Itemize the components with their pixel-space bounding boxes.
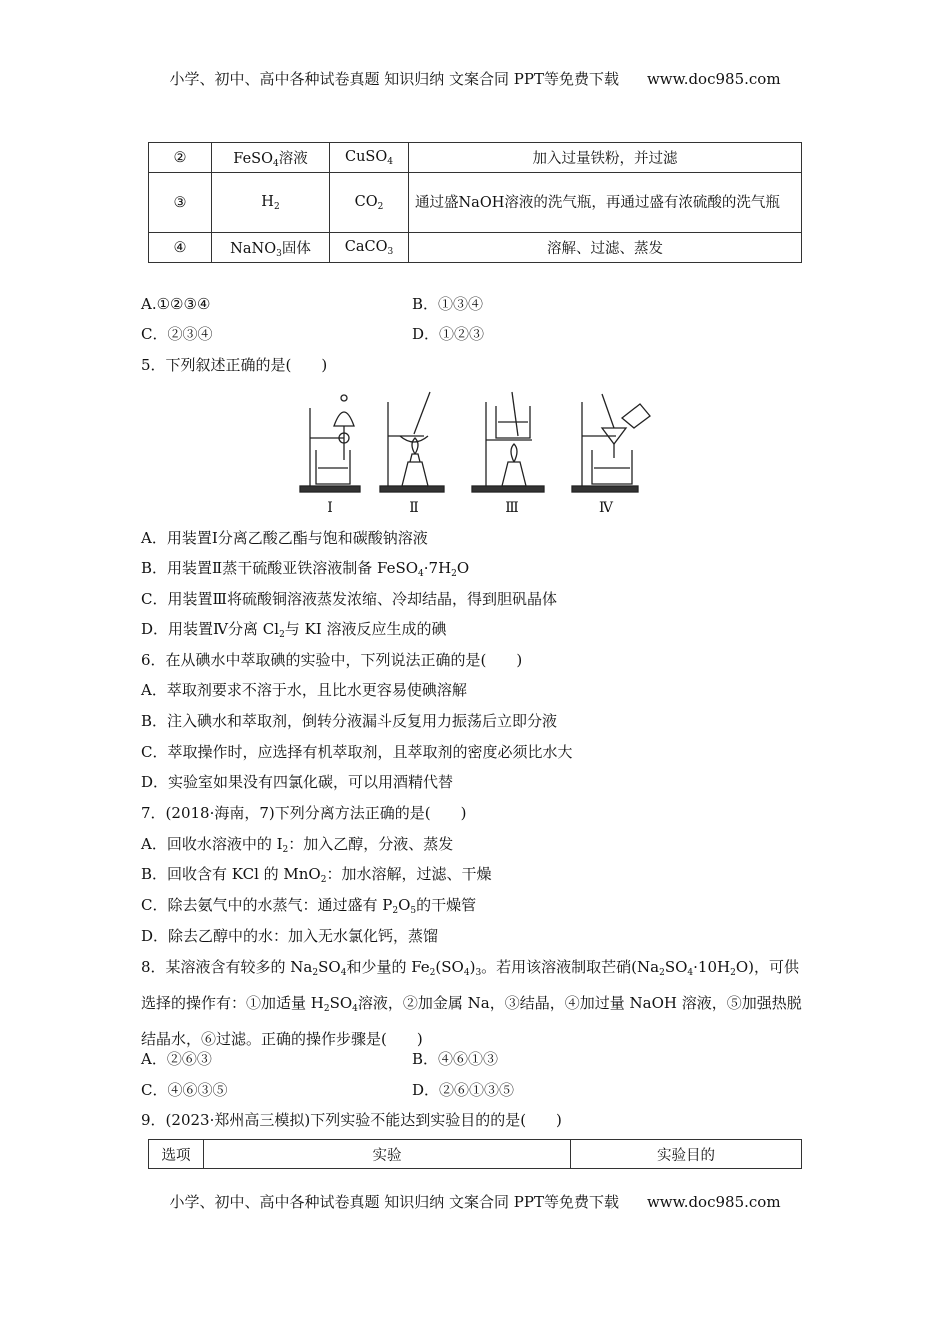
method-cell: 通过盛NaOH溶液的洗气瓶，再通过盛有浓硫酸的洗气瓶 xyxy=(409,173,802,233)
footer-site: www.doc985.com xyxy=(646,1193,781,1211)
mixture-cell: NaNO$_3$固体 xyxy=(212,233,330,263)
table-header-row xyxy=(149,1140,802,1169)
q7-stem: 7．(2018·海南，7)下列分离方法正确的是( ) xyxy=(141,804,467,822)
table-row xyxy=(149,143,802,173)
table-row xyxy=(149,173,802,233)
apparatus-1-separatory-funnel xyxy=(300,395,360,492)
q5-option-c: C．用装置Ⅲ将硫酸铜溶液蒸发浓缩、冷却结晶，得到胆矾晶体 xyxy=(141,590,557,608)
impurity-cell: $CO_2$ xyxy=(330,173,409,233)
q7-option-c: C．除去氨气中的水蒸气：通过盛有 $P_2O_5$的干燥管 xyxy=(141,896,477,916)
label-3: Ⅲ xyxy=(505,500,519,516)
impurity-cell: CaCO$_3$ xyxy=(330,233,409,263)
method-cell: 加入过量铁粉，并过滤 xyxy=(409,143,802,173)
q4-option-c: C．②③④ xyxy=(141,325,213,343)
q8-stem: 8．某溶液含有较多的 $Na_2SO_4$和少量的 $Fe_2(SO_4)_3$。若用该溶液制取芒硝$(Na_2SO_4\cdot 10H_2O)$，可供选择的操作有：①加适量 $H_2SO_4$溶液，②加金属 Na，③结晶，④加过量 NaOH 溶液，⑤加强热脱结晶水，⑥过滤。正确的操作步骤是( ) xyxy=(141,958,802,1048)
impurity-cell: CuSO$_4$ xyxy=(330,143,409,173)
label-2: Ⅱ xyxy=(409,500,419,516)
q6-option-a: A．萃取剂要求不溶于水，且比水更容易使碘溶解 xyxy=(141,681,467,699)
q7-option-d: D．除去乙醇中的水：加入无水氯化钙，蒸馏 xyxy=(141,927,439,945)
q8-option-d: D．②⑥①③⑤ xyxy=(412,1081,515,1099)
q8-option-c: C．④⑥③⑤ xyxy=(141,1081,228,1099)
q6-option-c: C．萃取操作时，应选择有机萃取剂，且萃取剂的密度必须比水大 xyxy=(141,743,573,761)
mixture-cell: $H_2$ xyxy=(212,173,330,233)
label-1: Ⅰ xyxy=(327,500,333,516)
q6-option-b: B．注入碘水和萃取剂，倒转分液漏斗反复用力振荡后立即分液 xyxy=(141,712,558,730)
col-header-purpose: 实验目的 xyxy=(571,1140,802,1169)
q9-stem: 9．(2023·郑州高三模拟)下列实验不能达到实验目的的是( ) xyxy=(141,1111,562,1129)
q7-option-a: A．回收水溶液中的 $I_2$：加入乙醇，分液、蒸发 xyxy=(141,835,454,855)
method-cell: 溶解、过滤、蒸发 xyxy=(409,233,802,263)
q5-option-b: B．用装置Ⅱ蒸干硫酸亚铁溶液制备 $FeSO_4\cdot 7H_2O$ xyxy=(141,559,470,579)
q5-option-a: A．用装置Ⅰ分离乙酸乙酯与饱和碳酸钠溶液 xyxy=(141,529,428,547)
header-text: 小学、初中、高中各种试卷真题 知识归纳 文案合同 PPT等免费下载 xyxy=(169,70,619,88)
col-header-experiment: 实验 xyxy=(204,1140,571,1169)
q5-stem: 5．下列叙述正确的是( ) xyxy=(141,356,328,374)
q7-option-b: B．回收含有 KCl 的 MnO$_2$：加水溶解，过滤、干燥 xyxy=(141,865,492,885)
apparatus-3-beaker-heating xyxy=(472,392,544,492)
row-number: ④ xyxy=(149,233,212,263)
q4-option-a: A.①②③④ xyxy=(141,295,211,313)
q6-stem: 6．在从碘水中萃取碘的实验中，下列说法正确的是( ) xyxy=(141,651,523,669)
row-number: ③ xyxy=(149,173,212,233)
page-footer xyxy=(0,1191,950,1212)
row-number: ② xyxy=(149,143,212,173)
apparatus-2-evaporating-dish xyxy=(380,392,444,492)
apparatus-4-filtration xyxy=(572,394,650,492)
page-header xyxy=(0,68,950,89)
mixture-cell: FeSO$_4$溶液 xyxy=(212,143,330,173)
q8-option-a: A．②⑥③ xyxy=(141,1050,212,1068)
col-header-option: 选项 xyxy=(149,1140,204,1169)
q8-option-b: B．④⑥①③ xyxy=(412,1050,499,1068)
header-site: www.doc985.com xyxy=(646,70,781,88)
q4-option-d: D．①②③ xyxy=(412,325,485,343)
separation-table xyxy=(148,142,802,263)
label-4: Ⅳ xyxy=(599,500,613,516)
q4-option-b: B．①③④ xyxy=(412,295,484,313)
footer-text: 小学、初中、高中各种试卷真题 知识归纳 文案合同 PPT等免费下载 xyxy=(169,1193,619,1211)
q6-option-d: D．实验室如果没有四氯化碳，可以用酒精代替 xyxy=(141,773,454,791)
lab-apparatus-figure xyxy=(296,388,656,516)
q5-option-d: D．用装置Ⅳ分离 $Cl_2$与 KI 溶液反应生成的碘 xyxy=(141,620,447,640)
q9-table xyxy=(148,1139,802,1169)
table-row xyxy=(149,233,802,263)
